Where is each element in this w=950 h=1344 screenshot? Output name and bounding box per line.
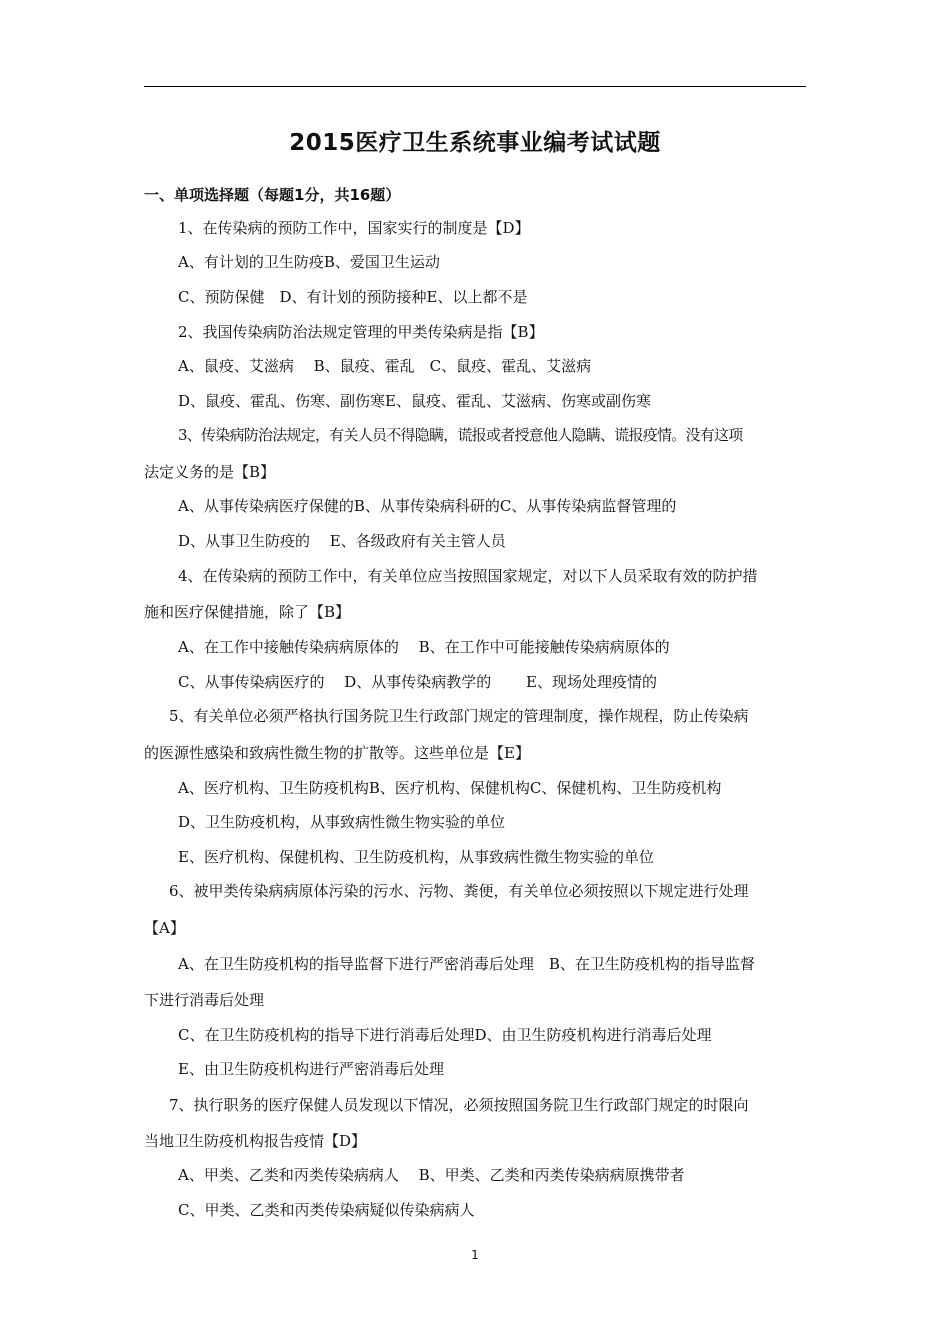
question-6-options-ab-cont: 下进行消毒后处理 — [144, 991, 265, 1009]
question-7-stem-cont: 当地卫生防疫机构报告疫情【D】 — [144, 1132, 367, 1150]
question-1-stem: 1、在传染病的预防工作中，国家实行的制度是【D】 — [178, 219, 530, 237]
question-2-options-de: D、鼠疫、霍乱、伤寒、副伤寒E、鼠疫、霍乱、艾滋病、伤寒或副伤寒 — [178, 392, 651, 410]
question-4-options-ab: A、在工作中接触传染病病原体的 B、在工作中可能接触传染病病原体的 — [178, 638, 670, 656]
question-2-options-abc: A、鼠疫、艾滋病 B、鼠疫、霍乱 C、鼠疫、霍乱、艾滋病 — [178, 357, 592, 375]
question-4-options-cde: C、从事传染病医疗的 D、从事传染病教学的 E、现场处理疫情的 — [178, 673, 657, 691]
question-7-stem: 7、执行职务的医疗保健人员发现以下情况，必须按照国务院卫生行政部门规定的时限向 — [169, 1096, 749, 1114]
question-3-options-abc: A、从事传染病医疗保健的B、从事传染病科研的C、从事传染病监督管理的 — [178, 497, 677, 515]
section-heading: 一、单项选择题（每题1分，共16题） — [144, 186, 401, 204]
document-title: 2015医疗卫生系统事业编考试试题 — [289, 130, 661, 156]
question-6-option-e: E、由卫生防疫机构进行严密消毒后处理 — [178, 1060, 444, 1078]
question-5-stem: 5、有关单位必须严格执行国务院卫生行政部门规定的管理制度，操作规程，防止传染病 — [169, 707, 749, 725]
question-6-stem-cont: 【A】 — [144, 919, 185, 937]
question-7-option-c: C、甲类、乙类和丙类传染病疑似传染病病人 — [178, 1201, 475, 1219]
question-5-option-d: D、卫生防疫机构，从事致病性微生物实验的单位 — [178, 813, 506, 831]
question-5-stem-cont: 的医源性感染和致病性微生物的扩散等。这些单位是【E】 — [144, 744, 530, 762]
question-5-options-abc: A、医疗机构、卫生防疫机构B、医疗机构、保健机构C、保健机构、卫生防疫机构 — [178, 779, 722, 797]
question-3-options-de: D、从事卫生防疫的 E、各级政府有关主管人员 — [178, 532, 506, 550]
question-7-options-ab: A、甲类、乙类和丙类传染病病人 B、甲类、乙类和丙类传染病病原携带者 — [178, 1166, 685, 1184]
question-5-option-e: E、医疗机构、保健机构、卫生防疫机构，从事致病性微生物实验的单位 — [178, 848, 654, 866]
header-rule — [144, 86, 806, 87]
question-1-options-cde: C、预防保健 D、有计划的预防接种E、以上都不是 — [178, 288, 528, 306]
question-4-stem: 4、在传染病的预防工作中，有关单位应当按照国家规定，对以下人员采取有效的防护措 — [178, 567, 758, 585]
page-number: 1 — [471, 1248, 479, 1262]
question-4-stem-cont: 施和医疗保健措施，除了【B】 — [144, 603, 351, 621]
question-6-options-ab: A、在卫生防疫机构的指导监督下进行严密消毒后处理 B、在卫生防疫机构的指导监督 — [178, 955, 755, 973]
question-1-options-ab: A、有计划的卫生防疫B、爱国卫生运动 — [178, 253, 440, 271]
question-3-stem-cont: 法定义务的是【B】 — [144, 463, 276, 481]
question-6-options-cd: C、在卫生防疫机构的指导下进行消毒后处理D、由卫生防疫机构进行消毒后处理 — [178, 1026, 712, 1044]
question-2-stem: 2、我国传染病防治法规定管理的甲类传染病是指【B】 — [178, 323, 544, 341]
question-6-stem: 6、被甲类传染病病原体污染的污水、污物、粪便，有关单位必须按照以下规定进行处理 — [169, 882, 749, 900]
question-3-stem: 3、传染病防治法规定，有关人员不得隐瞒，谎报或者授意他人隐瞒、谎报疫情。没有这项 — [178, 426, 743, 444]
